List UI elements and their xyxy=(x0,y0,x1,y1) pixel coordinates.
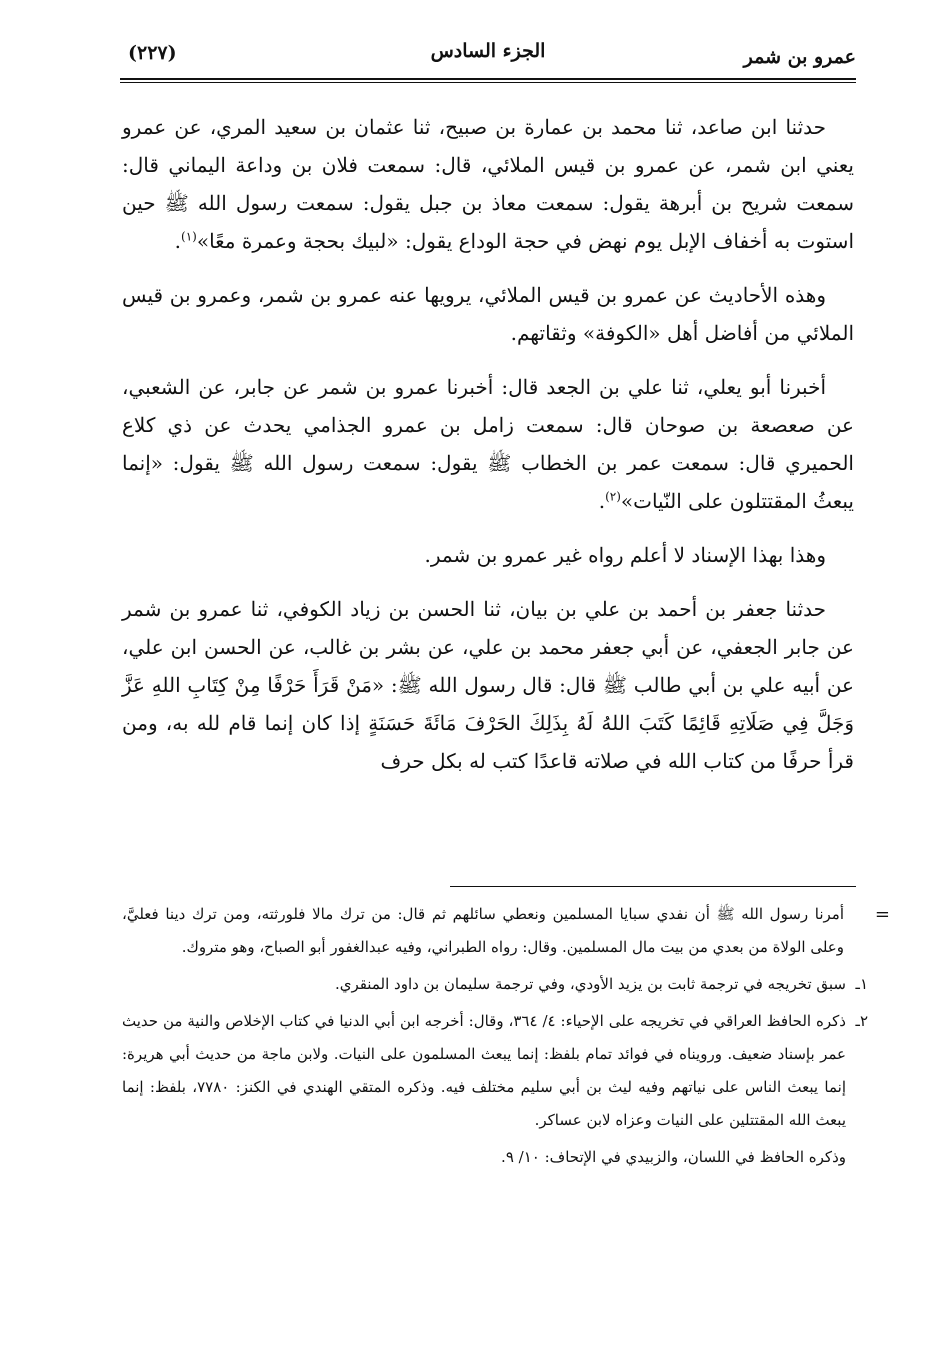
paragraph-text: حدثنا جعفر بن أحمد بن علي بن بيان، ثنا الحسن بن زياد الكوفي، ثنا عمرو بن شمر عن جابر الجعفي، عن أبي جعفر محمد بن علي، عن بشر بن غالب، عن الحسن ابن علي، عن أبيه علي بن أبي طالب ﷺ قال: قال رسول الله ﷺ: «مَنْ قَرَأَ حَرْفًا مِنْ كِتَابِ اللهِ عَزَّ وَجَلَّ فِي صَلَاتِهِ قَائِمًا كَتَبَ اللهُ لَهُ بِذَلِكَ الحَرْفَ مَائَةَ حَسَنَةٍ إذا كان إنما قام لله به، ومن قرأ حرفًا من كتاب الله في صلاته قاعدًا كتب له بكل حرف xyxy=(122,597,854,773)
paragraph xyxy=(122,368,854,520)
volume-label: الجزء السادس xyxy=(430,40,546,62)
footnote-ref: (١) xyxy=(181,229,197,244)
paragraph-text: أخبرنا أبو يعلي، ثنا علي بن الجعد قال: أخبرنا عمرو بن شمر عن جابر، عن الشعبي، عن صعصعة بن صوحان قال: سمعت زامل بن عمرو الجذامي يحدث عن ذي كلاع الحميري قال: سمعت عمر بن الخطاب ﷺ يقول: سمعت رسول الله ﷺ يقول: «إنما يبعثُ المقتتلون على النّيات» xyxy=(122,375,854,513)
page-number: (٢٢٧) xyxy=(128,42,177,64)
running-title: عمرو بن شمر xyxy=(743,46,856,68)
paragraph xyxy=(122,276,854,352)
footnote-number: ٢ـ xyxy=(855,1012,868,1030)
footnote-item xyxy=(122,1005,868,1137)
footnote-rule xyxy=(450,886,856,887)
footnote-ref: (٢) xyxy=(605,489,621,504)
paragraph-end: . xyxy=(598,489,606,513)
footnote-item xyxy=(122,968,868,1001)
footnote-text: سبق تخريجه في ترجمة ثابت بن يزيد الأودي، وفي ترجمة سليمان بن داود المنقري. xyxy=(334,975,846,993)
paragraph-text: وهذه الأحاديث عن عمرو بن قيس الملائي، يرويها عنه عمرو بن شمر، وعمرو بن قيس الملائي من أفاضل أهل «الكوفة» وثقاتهم. xyxy=(122,283,854,345)
footnote-number: ١ـ xyxy=(855,975,868,993)
footnote-continuation xyxy=(122,898,890,964)
main-text xyxy=(122,108,854,796)
paragraph-text: حدثنا ابن صاعد، ثنا محمد بن عمارة بن صبيح، ثنا عثمان بن سعيد المري، عن عمرو يعني ابن شمر، عن عمرو بن قيس الملائي، قال: سمعت فلان بن وداعة اليماني قال: سمعت شريح بن أبرهة يقول: سمعت معاذ بن جبل يقول: سمعت رسول الله ﷺ حين استوت به أخفاف الإبل يوم نهض في حجة الوداع يقول: «لبيك بحجة وعمرة معًا» xyxy=(122,115,854,253)
paragraph-end: . xyxy=(174,229,181,253)
continuation-mark: = xyxy=(874,904,890,925)
footnote-text: أمرنا رسول الله ﷺ أن نفدي سبايا المسلمين ونعطي سائلهم ثم قال: من ترك مالا فلورثته، ومن ترك دينا فعليَّ، وعلى الولاة من بعدي من بيت مال المسلمين. وقال: رواه الطبراني، وفيه عبدالغفور أبو الصباح، وهو متروك. xyxy=(122,905,844,956)
header-rule xyxy=(120,78,856,83)
footnote-text: وذكره الحافظ في اللسان، والزبيدي في الإتحاف: ١٠/ ٩. xyxy=(501,1148,846,1166)
footnote-text: ذكره الحافظ العراقي في تخريجه على الإحياء: ٤/ ٣٦٤، وقال: أخرجه ابن أبي الدنيا في كتاب الإخلاص والنية من حديث عمر بإسناد ضعيف. ورويناه في فوائد تمام بلفظ: إنما يبعث المسلمون على النيات. ولابن ماجة من حديث أبي هريرة: إنما يبعث الناس على نياتهم وفيه ليث بن أبي سليم مختلف فيه. وذكره المتقي الهندي في الكنز: ٧٧٨٠، بلفظ: إنما يبعث الله المقتتلين على النيات وعزاه لابن عساكر. xyxy=(122,1012,846,1129)
paragraph xyxy=(122,536,854,574)
page-header xyxy=(120,38,856,74)
footnotes xyxy=(122,898,890,1178)
footnote-extra xyxy=(122,1141,868,1174)
paragraph-text: وهذا بهذا الإسناد لا أعلم رواه غير عمرو بن شمر. xyxy=(424,543,826,567)
paragraph xyxy=(122,590,854,780)
paragraph xyxy=(122,108,854,260)
